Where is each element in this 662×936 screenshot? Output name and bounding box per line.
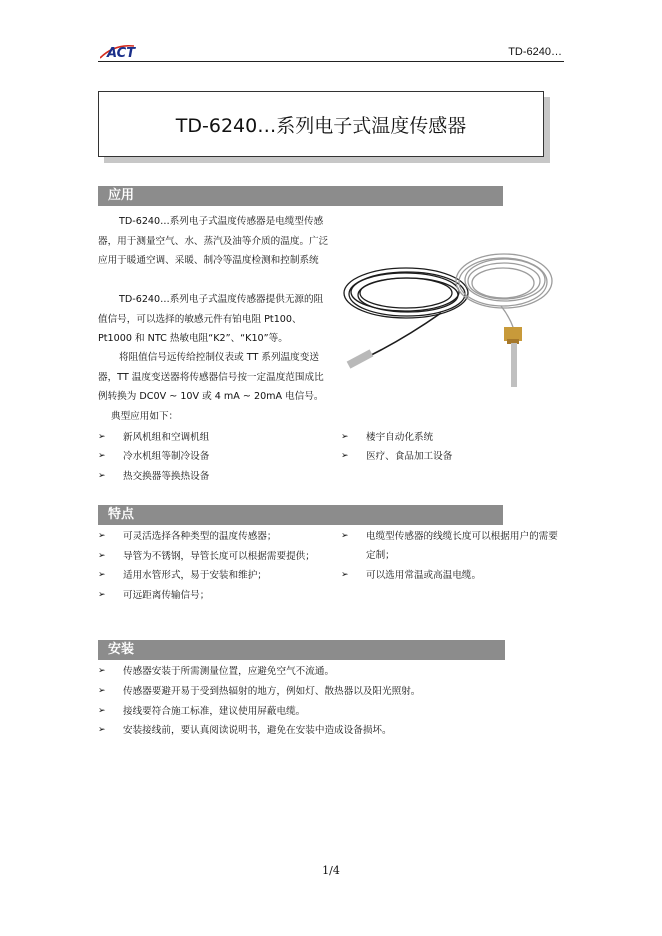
list-item: ➢ 传感器安装于所需测量位置，应避免空气不流通。: [98, 662, 562, 681]
bullet-arrow-icon: ➢: [341, 432, 349, 442]
application-paragraph-1: TD-6240…系列电子式温度传感器是电缆型传感器，用于测量空气、水、蒸汽及油等介质的温度。广泛应用于暖通空调、采暖、制冷等温度检测和控制系统: [98, 216, 329, 266]
application-paragraph-2: TD-6240…系列电子式温度传感器提供无源的阻值信号，可以选择的敏感元件有铂电阻 Pt100、Pt1000 和 NTC 热敏电阻“K2”、“K10”等。: [98, 294, 324, 344]
document-title: TD-6240…系列电子式温度传感器: [98, 91, 544, 157]
list-item: ➢ 可灵活选择各种类型的温度传感器；: [98, 527, 338, 546]
list-item: ➢ 适用水管形式，易于安装和维护；: [98, 566, 338, 585]
list-item: ➢ 传感器要避开易于受到热辐射的地方，例如灯、散热器以及阳光照射。: [98, 682, 562, 701]
bullet-arrow-icon: ➢: [98, 432, 106, 442]
bullet-arrow-icon: ➢: [98, 471, 106, 481]
section-heading-application: 应用: [98, 186, 503, 206]
list-item: ➢ 安装接线前，要认真阅读说明书，避免在安装中造成设备损坏。: [98, 721, 562, 740]
bullet-arrow-icon: ➢: [98, 686, 106, 696]
bullet-arrow-icon: ➢: [98, 706, 106, 716]
list-item: ➢ 接线要符合施工标准，建议使用屏蔽电缆。: [98, 702, 562, 721]
bullet-arrow-icon: ➢: [98, 590, 106, 600]
bullet-arrow-icon: ➢: [341, 531, 349, 541]
list-item: ➢ 楼宇自动化系统: [341, 428, 561, 447]
section-heading-installation: 安装: [98, 640, 505, 660]
svg-text:ACT: ACT: [107, 46, 136, 60]
header-model: TD-6240…: [508, 46, 562, 58]
section-heading-features: 特点: [98, 505, 503, 525]
sensor-photo: [341, 231, 556, 401]
list-item: ➢ 冷水机组等制冷设备: [98, 447, 328, 466]
bullet-arrow-icon: ➢: [341, 570, 349, 580]
list-item: ➢ 医疗、食品加工设备: [341, 447, 561, 466]
bullet-arrow-icon: ➢: [98, 725, 106, 735]
bullet-arrow-icon: ➢: [98, 551, 106, 561]
list-item: ➢ 热交换器等换热设备: [98, 467, 328, 486]
list-item: ➢ 可以选用常温或高温电缆。: [341, 566, 562, 585]
list-item: ➢ 新风机组和空调机组: [98, 428, 328, 447]
application-paragraph-3: 将阻值信号远传给控制仪表或 TT 系列温度变送器，TT 温度变送器将传感器信号按一定温度范围成比例转换为 DC0V ~ 10V 或 4 mA ~ 20mA 电信号。: [98, 352, 324, 402]
list-item: ➢ 可远距离传输信号；: [98, 586, 338, 605]
bullet-arrow-icon: ➢: [98, 451, 106, 461]
act-logo: [100, 42, 160, 60]
list-item: ➢ 电缆型传感器的线缆长度可以根据用户的需要定制；: [341, 527, 562, 565]
bullet-arrow-icon: ➢: [98, 570, 106, 580]
list-item: ➢ 导管为不锈钢，导管长度可以根据需要提供；: [98, 547, 338, 566]
header-rule: [98, 61, 564, 62]
bullet-arrow-icon: ➢: [98, 666, 106, 676]
bullet-arrow-icon: ➢: [341, 451, 349, 461]
typical-applications-label: 典型应用如下：: [111, 411, 179, 422]
page-number: 1/4: [322, 864, 340, 877]
bullet-arrow-icon: ➢: [98, 531, 106, 541]
